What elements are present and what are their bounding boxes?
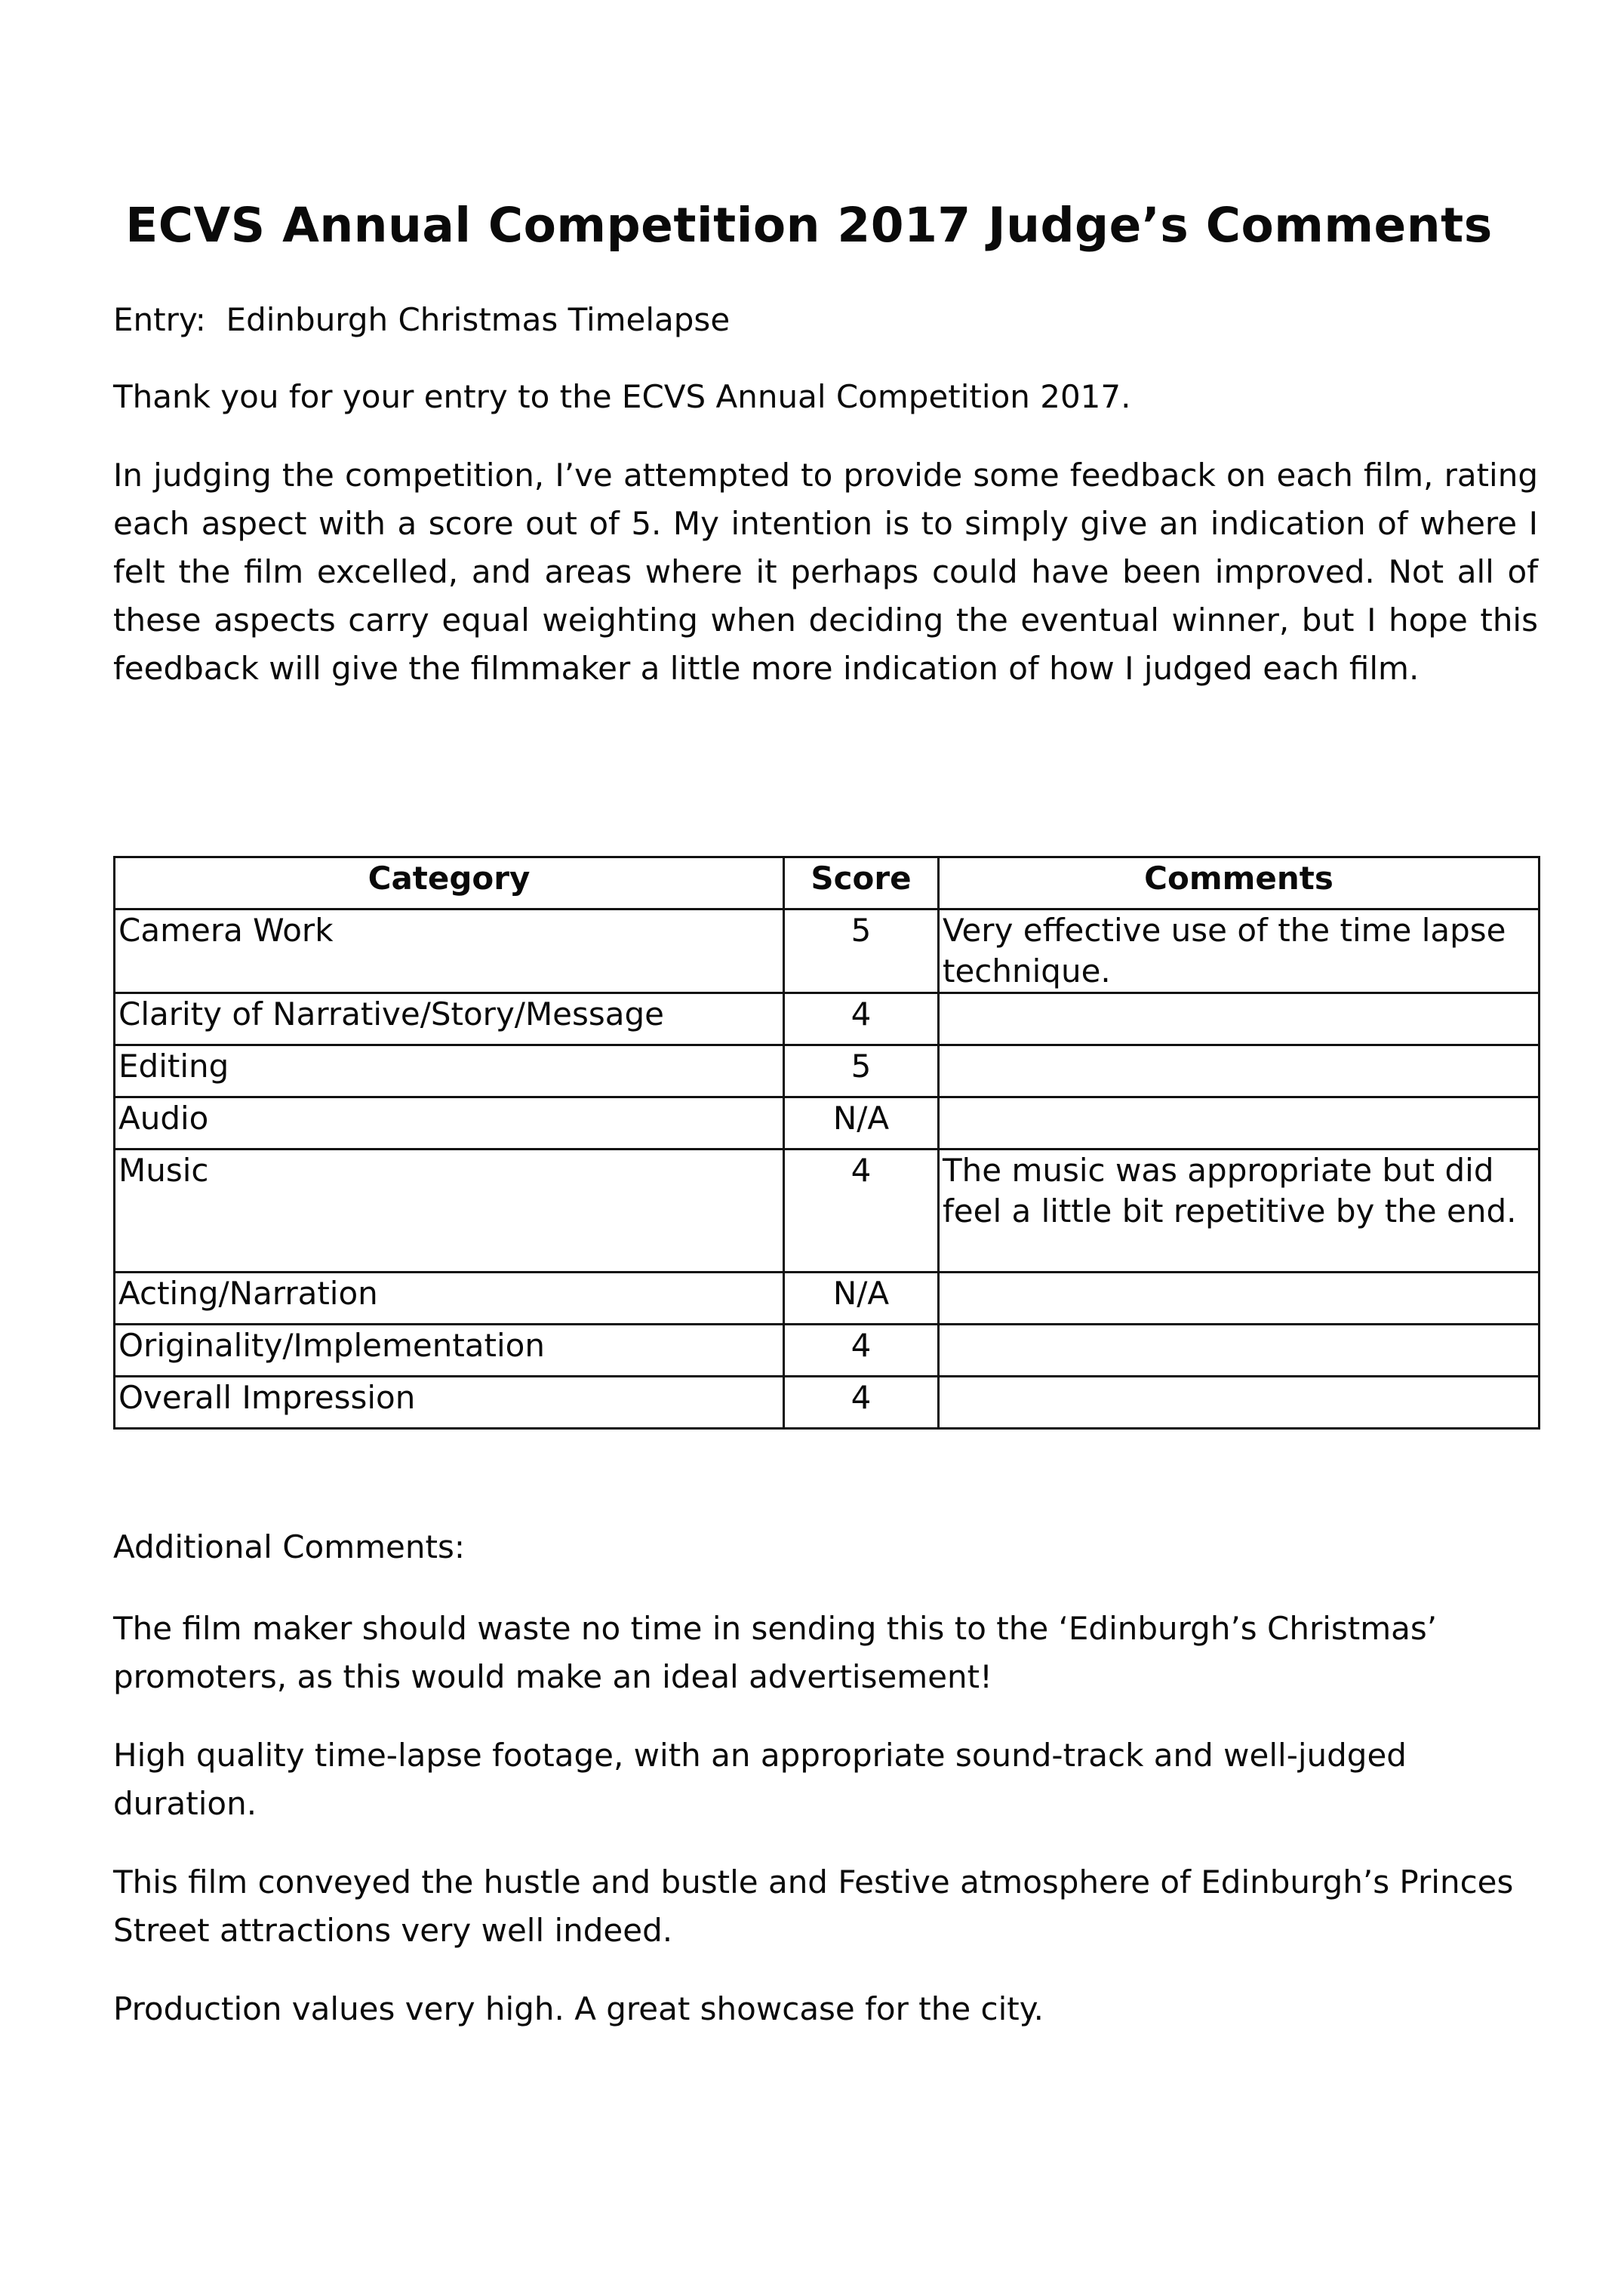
score-cell: 4 bbox=[784, 1150, 939, 1273]
score-cell: N/A bbox=[784, 1273, 939, 1325]
category-cell: Acting/Narration bbox=[115, 1273, 784, 1325]
comment-cell bbox=[939, 1045, 1540, 1097]
table-row bbox=[115, 1045, 1540, 1097]
table-header-row bbox=[115, 857, 1540, 909]
category-cell: Originality/Implementation bbox=[115, 1325, 784, 1377]
table-row bbox=[115, 1097, 1540, 1150]
score-cell: 4 bbox=[784, 1377, 939, 1429]
additional-comment-paragraph: Production values very high. A great showcase for the city. bbox=[113, 1990, 1044, 2027]
score-cell: 4 bbox=[784, 993, 939, 1045]
table-row bbox=[115, 1273, 1540, 1325]
additional-comments-label: Additional Comments: bbox=[113, 1528, 465, 1565]
additional-comment-paragraph: High quality time-lapse footage, with an appropriate sound-track and well-judged duration. bbox=[113, 1737, 1407, 1822]
entry-value: Edinburgh Christmas Timelapse bbox=[226, 301, 731, 338]
scores-table bbox=[113, 856, 1540, 1430]
table-row bbox=[115, 1325, 1540, 1377]
category-cell: Music bbox=[115, 1150, 784, 1273]
score-cell: 5 bbox=[784, 1045, 939, 1097]
category-cell: Clarity of Narrative/Story/Message bbox=[115, 993, 784, 1045]
additional-comment-paragraph: This film conveyed the hustle and bustle and Festive atmosphere of Edinburgh’s Princes Street attractions very well indeed. bbox=[113, 1864, 1514, 1949]
score-cell: 4 bbox=[784, 1325, 939, 1377]
comment-cell: Very effective use of the time lapse technique. bbox=[939, 909, 1540, 993]
table-row bbox=[115, 1150, 1540, 1273]
comment-cell bbox=[939, 1325, 1540, 1377]
header-category: Category bbox=[115, 857, 784, 909]
table-row bbox=[115, 909, 1540, 993]
additional-comment-paragraph: The film maker should waste no time in sending this to the ‘Edinburgh’s Christmas’ promoters, as this would make an ideal advertisement! bbox=[113, 1610, 1438, 1695]
intro-paragraph: In judging the competition, I’ve attempted to provide some feedback on each film, rating each aspect with a score out of 5. My intention is to simply give an indication of where I felt the film excelled, and areas where it perhaps could have been improved. Not all of these aspects carry equal weighting when deciding the eventual winner, but I hope this feedback will give the filmmaker a little more indication of how I judged each film. bbox=[113, 457, 1538, 687]
comment-cell bbox=[939, 993, 1540, 1045]
comment-cell bbox=[939, 1273, 1540, 1325]
score-cell: 5 bbox=[784, 909, 939, 993]
document-title: ECVS Annual Competition 2017 Judge’s Comments bbox=[125, 198, 1493, 253]
entry-line bbox=[113, 296, 1538, 344]
thanks-paragraph: Thank you for your entry to the ECVS Annual Competition 2017. bbox=[113, 378, 1131, 415]
comment-cell: The music was appropriate but did feel a little bit repetitive by the end. bbox=[939, 1150, 1540, 1273]
table-row bbox=[115, 1377, 1540, 1429]
score-cell: N/A bbox=[784, 1097, 939, 1150]
header-comments: Comments bbox=[939, 857, 1540, 909]
table-row bbox=[115, 993, 1540, 1045]
header-score: Score bbox=[784, 857, 939, 909]
category-cell: Editing bbox=[115, 1045, 784, 1097]
category-cell: Overall Impression bbox=[115, 1377, 784, 1429]
entry-label: Entry: bbox=[113, 301, 206, 338]
category-cell: Camera Work bbox=[115, 909, 784, 993]
comment-cell bbox=[939, 1377, 1540, 1429]
category-cell: Audio bbox=[115, 1097, 784, 1150]
comment-cell bbox=[939, 1097, 1540, 1150]
